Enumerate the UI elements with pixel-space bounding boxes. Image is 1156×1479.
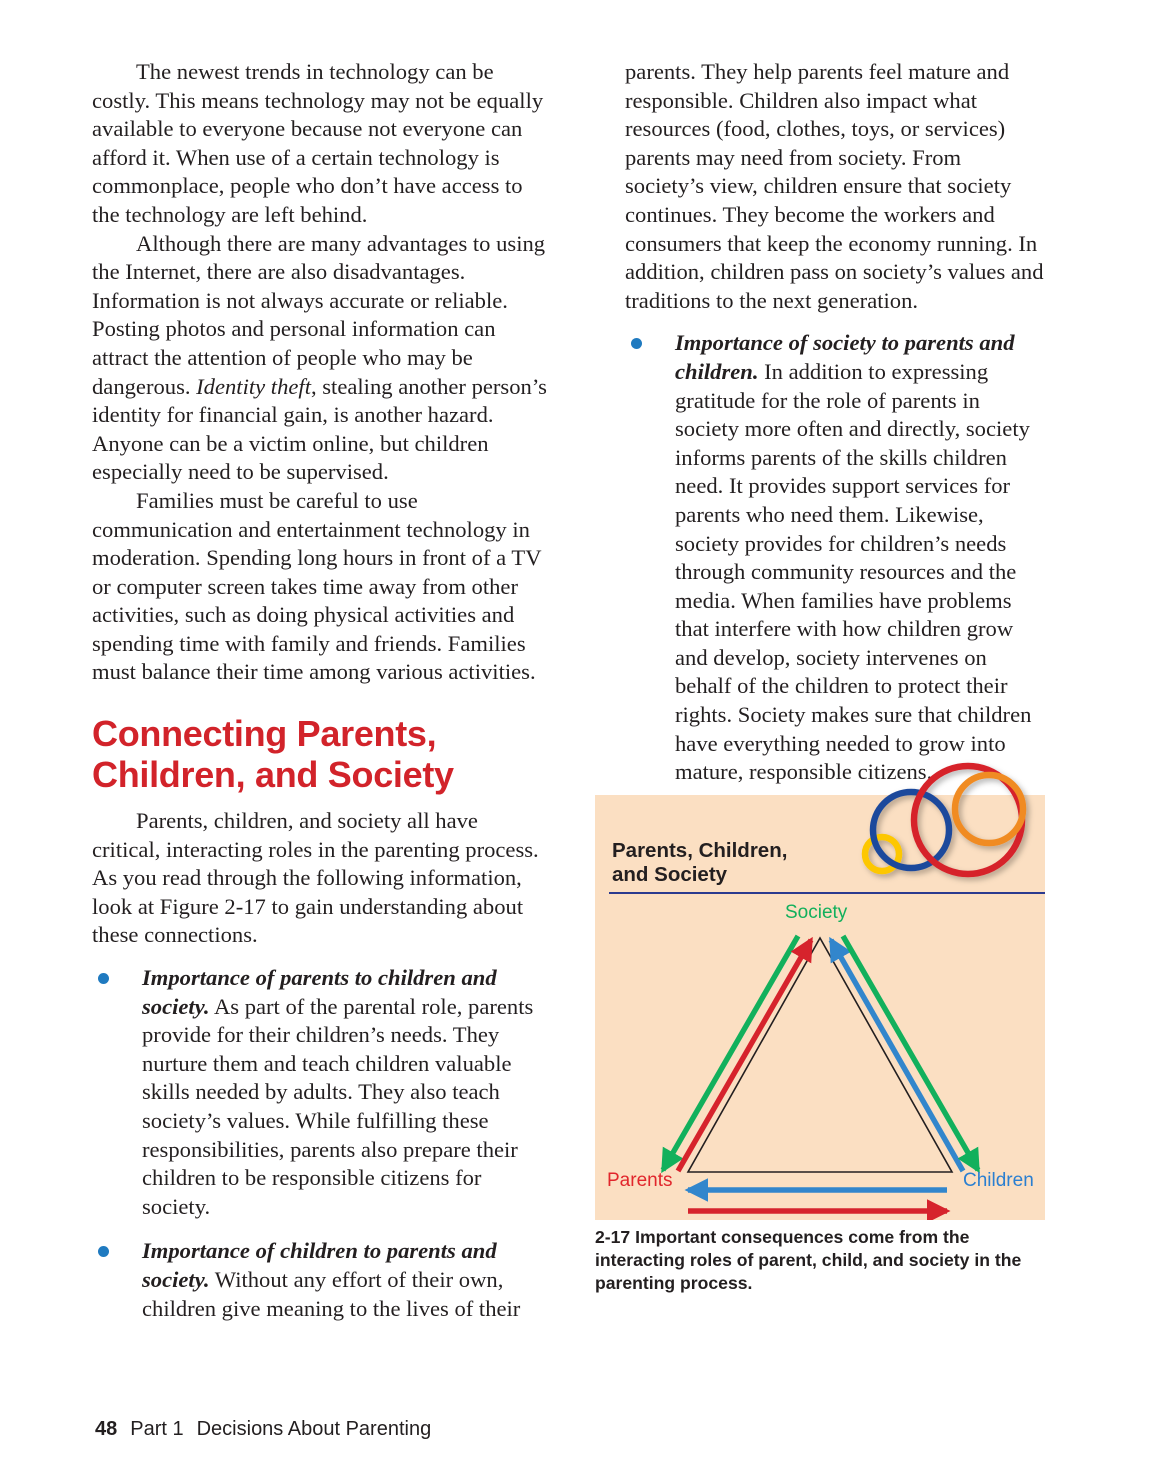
bullet-body: Without any effort of their own, children give meaning to the lives of their (142, 1266, 521, 1321)
paragraph-intro-roles: Parents, children, and society all have critical, interacting roles in the parenting process. As you read through the following information, look at Figure 2-17 to gain understanding about these connections. (92, 808, 539, 948)
right-text-column (625, 58, 1045, 787)
bullet-lead-in: Importance of parents to children and society. (142, 965, 497, 1019)
list-item (625, 329, 1045, 787)
node-label-society: Society (785, 902, 848, 923)
paragraph-technology-cost: The newest trends in technology can be costly. This means technology may not be equally available to everyone because not everyone can afford it. When use of a certain technology is commonplace, people who don’t have access to the technology are left behind. (92, 59, 544, 227)
paragraph-internet-disadvantages (92, 230, 547, 487)
figure-caption: 2-17 Important consequences come from the interacting roles of parent, child, and society in the parenting process. (595, 1227, 1022, 1293)
bullet-dot-icon (631, 338, 642, 349)
figure-title (612, 839, 787, 887)
paragraph-children-continued: parents. They help parents feel mature and responsible. Children also impact what resources (food, clothes, toys, or services) parents may need from society. From society’s view, children ensure that society continues. They become the workers and consumers that keep the economy running. In addition, children pass on society’s values and traditions to the next generation. (625, 59, 1044, 313)
arrow-children-to-society (831, 940, 963, 1171)
node-label-parents: Parents (607, 1170, 673, 1191)
page-number: 48 (95, 1418, 118, 1440)
bullet-lead-in: Importance of society to parents and children. (675, 330, 1015, 384)
page-footer (95, 1418, 431, 1441)
bullet-list-right (625, 329, 1045, 787)
arrow-parents-to-society (678, 940, 811, 1171)
figure-horizontal-rule (609, 892, 1045, 894)
bullet-list-left (92, 964, 547, 1323)
figure-2-17 (595, 762, 1045, 1220)
footer-part: Part 1 (130, 1418, 184, 1440)
arrow-society-to-children (843, 936, 978, 1170)
list-item (92, 964, 547, 1221)
figure-title-line-1: Parents, Children, (612, 839, 788, 862)
bullet-dot-icon (98, 1246, 109, 1257)
orange-ring-icon (955, 775, 1023, 843)
paragraph-internet-disadvantages-tail: , stealing another person’s identity for financial gain, is another hazard. Anyone can be a victim online, but children especially need to be supervised. (92, 373, 547, 485)
bullet-body: As part of the parental role, parents provide for their children’s needs. They nurture them and teach children valuable skills needed by adults. They also teach society’s values. While fulfilling these responsibilities, parents also prepare their children to be responsible citizens for society. (142, 993, 534, 1219)
list-item (92, 1237, 547, 1323)
left-text-column (92, 58, 547, 1323)
section-heading-connecting-parents-children-society: Connecting Parents, Children, and Society (92, 713, 454, 796)
bullet-dot-icon (98, 973, 109, 984)
paragraph-moderation: Families must be careful to use communication and entertainment technology in moderation. Spending long hours in front of a TV or computer screen takes time away from other activities, such as doing physical activities and spending time with family and friends. Families must balance their time among various activities. (92, 487, 542, 685)
bullet-body: In addition to expressing gratitude for the role of parents in society more often and directly, society informs parents of the skills children need. It provides support services for parents who need them. Likewise, society provides for children’s needs through community resources and the media. When families have problems that interfere with how children grow and develop, society intervenes on behalf of the children to protect their rights. Society makes sure that children have everything needed to grow into mature, responsible citizens. (675, 358, 1032, 785)
arrow-society-to-parents (663, 936, 798, 1170)
bullet-lead-in: Importance of children to parents and society. (142, 1238, 497, 1292)
figure-title-line-2: and Society (612, 863, 728, 886)
footer-section: Decisions About Parenting (196, 1418, 432, 1440)
blue-ring-icon (873, 792, 949, 868)
italic-term-identity-theft: Identity theft (196, 373, 311, 399)
node-label-children: Children (963, 1170, 1034, 1191)
paragraph-internet-disadvantages-text: Although there are many advantages to using the Internet, there are also disadvantages. Information is not always accurate or reliable. Posting photos and personal information can attract the attention of people who may be dangerous. (92, 230, 546, 399)
decorative-rings-group (863, 762, 1045, 887)
